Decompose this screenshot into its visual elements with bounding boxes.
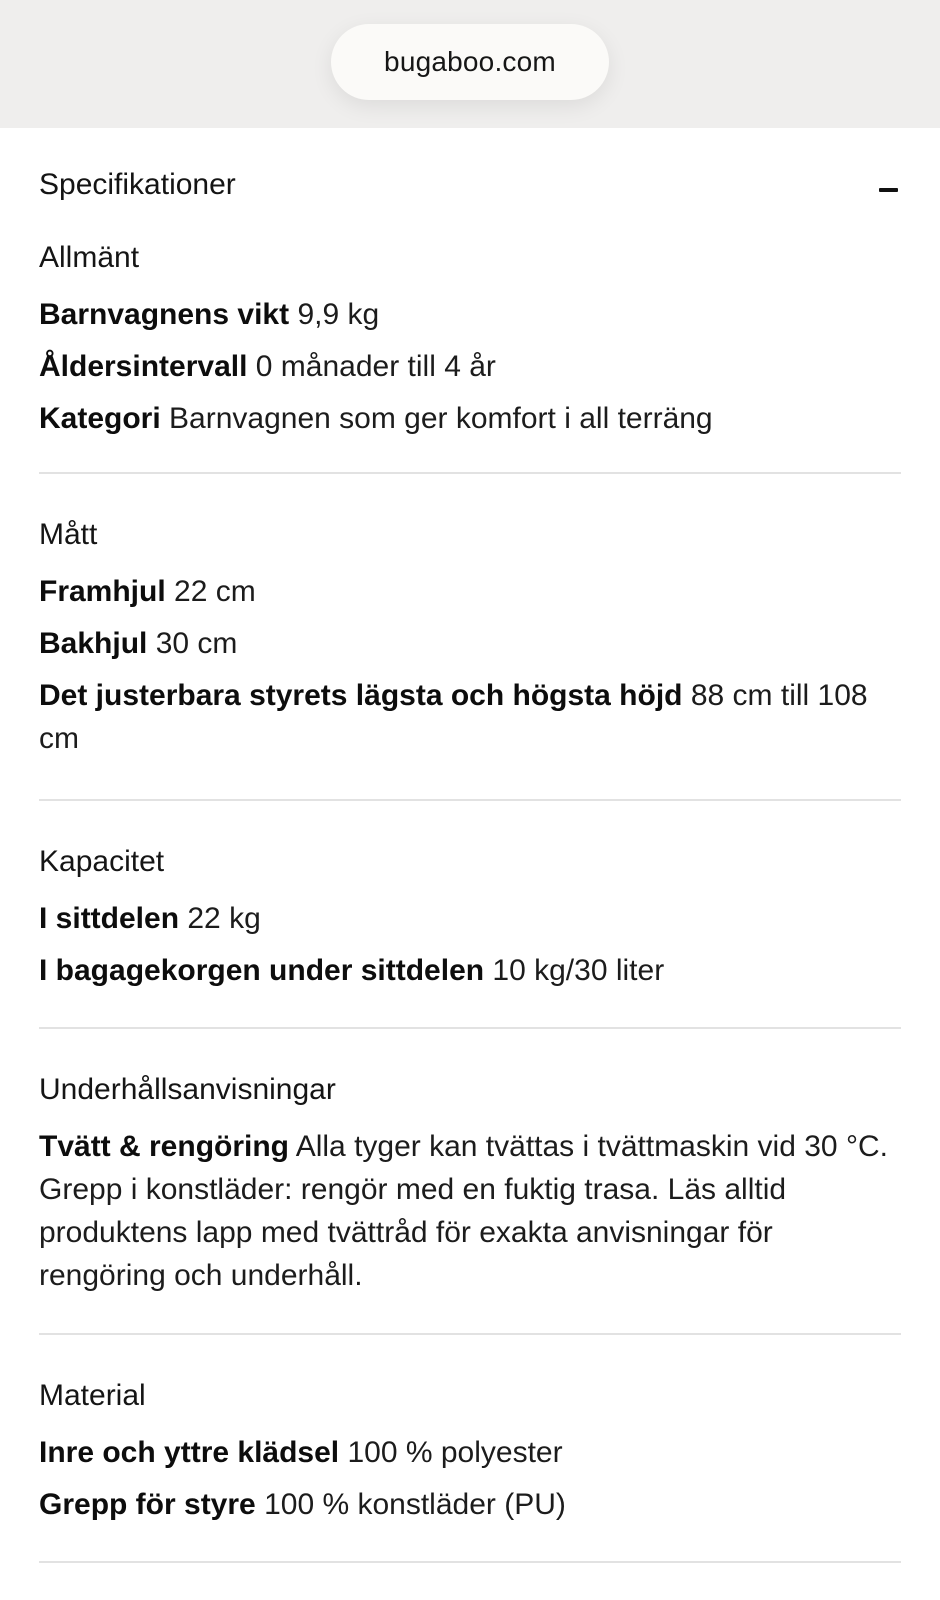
spec-value: 22 kg [187,902,261,935]
spec-row [39,570,901,613]
spec-row [39,293,901,336]
spec-label: Grepp för styre [39,1488,256,1521]
spec-label: Framhjul [39,575,166,608]
spec-row [39,345,901,388]
spec-label: Det justerbara styrets lägsta och högsta höjd [39,679,683,712]
url-text: bugaboo.com [384,46,556,77]
spec-value: 100 % polyester [347,1436,563,1469]
spec-label: Bakhjul [39,627,148,660]
spec-row [39,949,901,992]
spec-row [39,674,901,760]
specifications-panel [0,128,940,1563]
specifications-title: Specifikationer [39,168,236,201]
spec-label: Kategori [39,402,161,435]
spec-row [39,622,901,665]
section-title: Underhållsanvisningar [39,1073,336,1106]
section-divider [39,1561,901,1563]
spec-value: 22 cm [174,575,256,608]
spec-row [39,397,901,440]
minus-icon [879,188,898,192]
spec-row [39,897,901,940]
section-title: Allmänt [39,241,140,274]
spec-row [39,1125,901,1297]
spec-row [39,1483,901,1526]
spec-label: Inre och yttre klädsel [39,1436,340,1469]
section-title: Material [39,1379,146,1412]
spec-value: 100 % konstläder (PU) [264,1488,566,1521]
spec-value: 10 kg/30 liter [492,954,665,987]
section-title: Mått [39,518,98,551]
spec-label: I sittdelen [39,902,180,935]
spec-value: 0 månader till 4 år [255,350,496,383]
spec-label: Barnvagnens vikt [39,298,290,331]
section-dimensions [39,474,901,799]
spec-value: 88 cm till 108 cm [39,679,868,755]
browser-top-bar [0,0,940,128]
section-capacity [39,801,901,1027]
section-care-instructions [39,1029,901,1333]
section-title: Kapacitet [39,845,165,878]
url-bar[interactable] [331,24,609,100]
spec-value: Alla tyger kan tvättas i tvättmaskin vid 30 °C. Grepp i konstläder: rengör med en fuktig trasa. Läs alltid produktens lapp med tvättråd för exakta anvisningar för rengöring och underhåll. [39,1130,888,1292]
spec-label: Tvätt & rengöring [39,1130,290,1163]
spec-value: 9,9 kg [297,298,380,331]
spec-label: Åldersintervall [39,350,248,383]
spec-value: Barnvagnen som ger komfort i all terräng [169,402,713,435]
section-general [39,240,901,472]
spec-row [39,1431,901,1474]
spec-label: I bagagekorgen under sittdelen [39,954,485,987]
section-material [39,1335,901,1561]
spec-value: 30 cm [155,627,238,660]
specifications-header[interactable] [0,128,940,240]
collapse-button[interactable] [868,170,908,210]
